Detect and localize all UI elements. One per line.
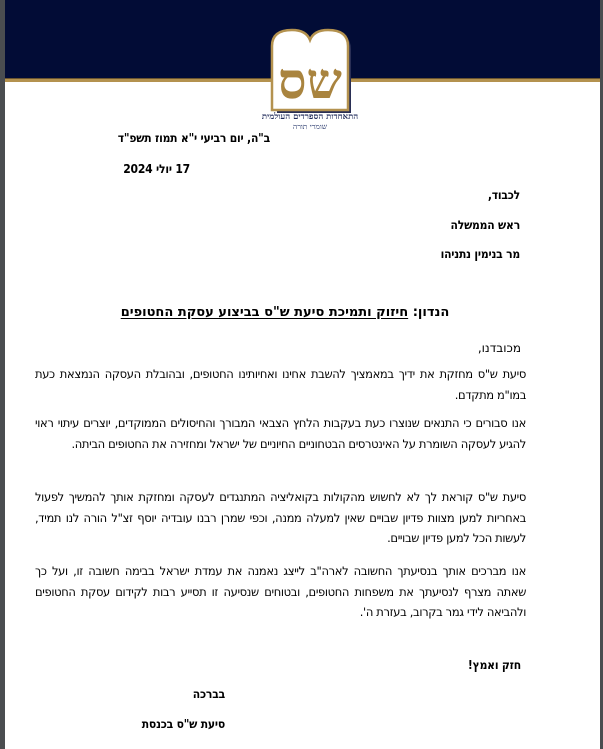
org-name-line2: שומרי תורה [292, 122, 328, 131]
recipient-name: מר בנימין נתניהו [440, 247, 520, 261]
svg-text:שס: שס [278, 51, 342, 110]
gregorian-date: 17 יולי 2024 [123, 162, 190, 176]
recipient-title: ראש הממשלה [450, 218, 520, 232]
org-name-line1: התאחדות הספרדים העולמית [261, 112, 359, 122]
org-name [225, 112, 395, 131]
hebrew-date: ב"ה, יום רביעי י"א תמוז תשפ"ד [117, 131, 270, 145]
body-paragraph-1: סיעת ש"ס מחזקת את ידיך במאמציך להשבת אחינו ואחיותינו החטופים, ובהובלת העסקה הנמצאת כעת במו"מ מתקדם. [35, 367, 526, 402]
recipient-salutation: לכבוד, [487, 188, 520, 202]
body-paragraph-2: אנו סבורים כי התנאים שנוצרו כעת בעקבות הלחץ הצבאי המבורך והחיסולים הממוקדים, יוצרים עיתוי ראוי להגיע לעסקה השומרת על האינטרסים הבטחוניים החיוניים של ישראל ומחזירה את החטופים הביתה. [35, 416, 526, 451]
subject-label: הנדון: [412, 305, 450, 320]
subject-line [105, 305, 465, 320]
letter-page [5, 0, 600, 749]
signature: סיעת ש"ס בכנסת [141, 717, 225, 731]
body-paragraph-3: סיעת ש"ס קוראת לך לא לחשוש מהקולות בקואליציה המתנגדים לעסקה ומחזקת אותך להמשיך לפעול באחריות למען מצוות פדיון שבויים שאין למעלה ממנה, וכפי שמרן רבנו עובדיה יוסף זצ"ל הורה לנו תמיד, לעשות הכל למען פדיון שבויים. [35, 490, 526, 545]
closing-regards: בברכה [192, 687, 225, 701]
greeting: מכובדנו, [477, 341, 521, 355]
shas-logo-icon [262, 26, 358, 116]
subject-text: חיזוק ותמיכת סיעת ש"ס בביצוע עסקת החטופים [120, 305, 409, 320]
body-paragraph-4: אנו מברכים אותך בנסיעתך החשובה לארה"ב לייצג נאמנה את עמדת ישראל בבימה חשובה זו, ועל כך שאתה מצרף לנסיעתך את משפחות החטופים, ובטוחים שנסיעה זו תסייע רבות לקידום עסקת החטופים ולהביאה לידי גמר בקרוב, בעזרת ה'. [35, 564, 526, 619]
closing-exhortation: חזק ואמץ! [467, 658, 521, 672]
